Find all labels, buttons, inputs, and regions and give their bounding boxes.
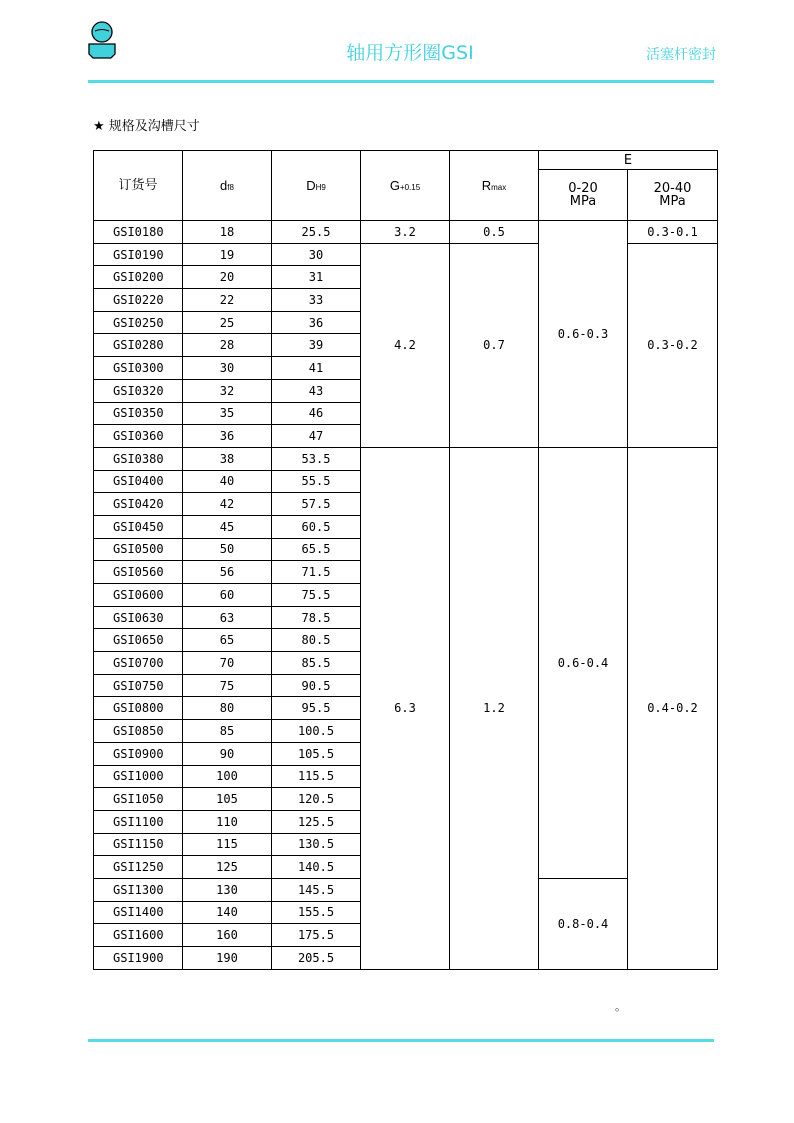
shaft-diameter-cell: 25: [183, 311, 272, 334]
groove-diameter-cell: 36: [272, 311, 361, 334]
order-number-cell: GSI0190: [94, 243, 183, 266]
order-number-cell: GSI0560: [94, 561, 183, 584]
gap-high-pressure-cell: 0.4-0.2: [628, 447, 718, 969]
gap-high-pressure-cell: 0.3-0.1: [628, 221, 718, 244]
order-number-cell: GSI0800: [94, 697, 183, 720]
shaft-diameter-cell: 80: [183, 697, 272, 720]
groove-diameter-cell: 43: [272, 379, 361, 402]
groove-diameter-cell: 105.5: [272, 742, 361, 765]
order-number-cell: GSI0900: [94, 742, 183, 765]
footnote-mark: 。: [615, 1000, 626, 1013]
header-R-subscript: max: [491, 183, 507, 192]
header-G-tolerance: +0.15: [399, 183, 421, 192]
table-header-row: [94, 151, 718, 170]
groove-diameter-cell: 46: [272, 402, 361, 425]
order-number-cell: GSI1300: [94, 878, 183, 901]
order-number-cell: GSI0850: [94, 720, 183, 743]
header-R-symbol: R: [481, 178, 492, 193]
order-number-cell: GSI0380: [94, 447, 183, 470]
groove-diameter-cell: 39: [272, 334, 361, 357]
groove-width-cell: 4.2: [361, 243, 450, 447]
gap-low-pressure-cell: 0.6-0.4: [539, 447, 628, 878]
groove-diameter-cell: 57.5: [272, 493, 361, 516]
pressure-low-unit: MPa: [569, 194, 597, 209]
shaft-diameter-cell: 75: [183, 674, 272, 697]
shaft-diameter-cell: 90: [183, 742, 272, 765]
groove-diameter-cell: 47: [272, 425, 361, 448]
groove-diameter-cell: 71.5: [272, 561, 361, 584]
shaft-diameter-cell: 42: [183, 493, 272, 516]
order-number-cell: GSI0650: [94, 629, 183, 652]
shaft-diameter-cell: 60: [183, 584, 272, 607]
groove-diameter-cell: 31: [272, 266, 361, 289]
order-number-cell: GSI0220: [94, 289, 183, 312]
groove-diameter-cell: 75.5: [272, 584, 361, 607]
groove-diameter-cell: 95.5: [272, 697, 361, 720]
groove-diameter-cell: 125.5: [272, 810, 361, 833]
order-number-cell: GSI0420: [94, 493, 183, 516]
groove-diameter-cell: 78.5: [272, 606, 361, 629]
shaft-diameter-cell: 18: [183, 221, 272, 244]
shaft-diameter-cell: 32: [183, 379, 272, 402]
shaft-diameter-cell: 45: [183, 515, 272, 538]
order-number-cell: GSI0400: [94, 470, 183, 493]
shaft-diameter-cell: 28: [183, 334, 272, 357]
footer-rule: [88, 1039, 714, 1042]
header-pressure-low: [539, 170, 628, 221]
groove-diameter-cell: 155.5: [272, 901, 361, 924]
groove-diameter-cell: 120.5: [272, 788, 361, 811]
shaft-diameter-cell: 125: [183, 856, 272, 879]
groove-diameter-cell: 100.5: [272, 720, 361, 743]
shaft-diameter-cell: 140: [183, 901, 272, 924]
order-number-cell: GSI1100: [94, 810, 183, 833]
order-number-cell: GSI0320: [94, 379, 183, 402]
pressure-high-range: 20-40: [653, 181, 692, 196]
spec-table: [93, 150, 718, 970]
pressure-high-unit: MPa: [659, 194, 686, 209]
radius-cell: 1.2: [450, 447, 539, 969]
shaft-diameter-cell: 40: [183, 470, 272, 493]
groove-diameter-cell: 85.5: [272, 652, 361, 675]
shaft-diameter-cell: 190: [183, 947, 272, 970]
shaft-diameter-cell: 110: [183, 810, 272, 833]
table-row: [94, 221, 718, 244]
shaft-diameter-cell: 100: [183, 765, 272, 788]
shaft-diameter-cell: 38: [183, 447, 272, 470]
groove-diameter-cell: 80.5: [272, 629, 361, 652]
shaft-diameter-cell: 63: [183, 606, 272, 629]
shaft-diameter-cell: 130: [183, 878, 272, 901]
order-number-cell: GSI1150: [94, 833, 183, 856]
header-R: [450, 151, 539, 221]
document-category: 活塞杆密封: [646, 47, 716, 63]
groove-diameter-cell: 30: [272, 243, 361, 266]
groove-diameter-cell: 115.5: [272, 765, 361, 788]
groove-diameter-cell: 90.5: [272, 674, 361, 697]
header-G-symbol: G: [389, 178, 400, 193]
shaft-diameter-cell: 30: [183, 357, 272, 380]
order-number-cell: GSI0500: [94, 538, 183, 561]
groove-diameter-cell: 130.5: [272, 833, 361, 856]
order-number-cell: GSI1900: [94, 947, 183, 970]
groove-diameter-cell: 175.5: [272, 924, 361, 947]
groove-diameter-cell: 55.5: [272, 470, 361, 493]
order-number-cell: GSI0360: [94, 425, 183, 448]
order-number-cell: GSI0450: [94, 515, 183, 538]
order-number-cell: GSI0200: [94, 266, 183, 289]
spec-table-body: [94, 221, 718, 970]
groove-diameter-cell: 140.5: [272, 856, 361, 879]
gap-low-pressure-cell: 0.6-0.3: [539, 221, 628, 448]
shaft-diameter-cell: 65: [183, 629, 272, 652]
header-D-symbol: D: [306, 178, 316, 193]
groove-diameter-cell: 205.5: [272, 947, 361, 970]
radius-cell: 0.5: [450, 221, 539, 244]
company-logo-icon: [86, 20, 118, 60]
order-number-cell: GSI0700: [94, 652, 183, 675]
header-D-tolerance: H9: [315, 183, 326, 192]
order-number-cell: GSI1600: [94, 924, 183, 947]
header-rule: [88, 80, 714, 83]
order-number-cell: GSI0350: [94, 402, 183, 425]
table-row: [94, 447, 718, 470]
groove-diameter-cell: 145.5: [272, 878, 361, 901]
groove-diameter-cell: 41: [272, 357, 361, 380]
groove-width-cell: 3.2: [361, 221, 450, 244]
section-heading: ★ 规格及沟槽尺寸: [93, 119, 200, 134]
order-number-cell: GSI1000: [94, 765, 183, 788]
order-number-cell: GSI0750: [94, 674, 183, 697]
shaft-diameter-cell: 85: [183, 720, 272, 743]
groove-diameter-cell: 60.5: [272, 515, 361, 538]
header-pressure-high: [628, 170, 718, 221]
order-number-cell: GSI0300: [94, 357, 183, 380]
order-number-cell: GSI0250: [94, 311, 183, 334]
header-G: [361, 151, 450, 221]
shaft-diameter-cell: 50: [183, 538, 272, 561]
shaft-diameter-cell: 36: [183, 425, 272, 448]
order-number-cell: GSI0280: [94, 334, 183, 357]
shaft-diameter-cell: 160: [183, 924, 272, 947]
order-number-cell: GSI1050: [94, 788, 183, 811]
header-d: [183, 151, 272, 221]
shaft-diameter-cell: 56: [183, 561, 272, 584]
header-d-symbol: d: [220, 178, 228, 193]
groove-diameter-cell: 25.5: [272, 221, 361, 244]
order-number-cell: GSI1250: [94, 856, 183, 879]
gap-high-pressure-cell: 0.3-0.2: [628, 243, 718, 447]
header-E: E: [539, 151, 718, 170]
shaft-diameter-cell: 115: [183, 833, 272, 856]
gap-low-pressure-cell: 0.8-0.4: [539, 878, 628, 969]
pressure-low-range: 0-20: [568, 181, 598, 196]
groove-width-cell: 6.3: [361, 447, 450, 969]
header-D: [272, 151, 361, 221]
groove-diameter-cell: 53.5: [272, 447, 361, 470]
shaft-diameter-cell: 105: [183, 788, 272, 811]
shaft-diameter-cell: 35: [183, 402, 272, 425]
order-number-cell: GSI1400: [94, 901, 183, 924]
order-number-cell: GSI0180: [94, 221, 183, 244]
groove-diameter-cell: 33: [272, 289, 361, 312]
shaft-diameter-cell: 70: [183, 652, 272, 675]
document-title: 轴用方形圈GSI: [346, 42, 474, 64]
header-order-no: 订货号: [94, 151, 183, 221]
shaft-diameter-cell: 22: [183, 289, 272, 312]
shaft-diameter-cell: 19: [183, 243, 272, 266]
order-number-cell: GSI0600: [94, 584, 183, 607]
header-d-tolerance: f8: [227, 183, 234, 192]
shaft-diameter-cell: 20: [183, 266, 272, 289]
groove-diameter-cell: 65.5: [272, 538, 361, 561]
order-number-cell: GSI0630: [94, 606, 183, 629]
radius-cell: 0.7: [450, 243, 539, 447]
